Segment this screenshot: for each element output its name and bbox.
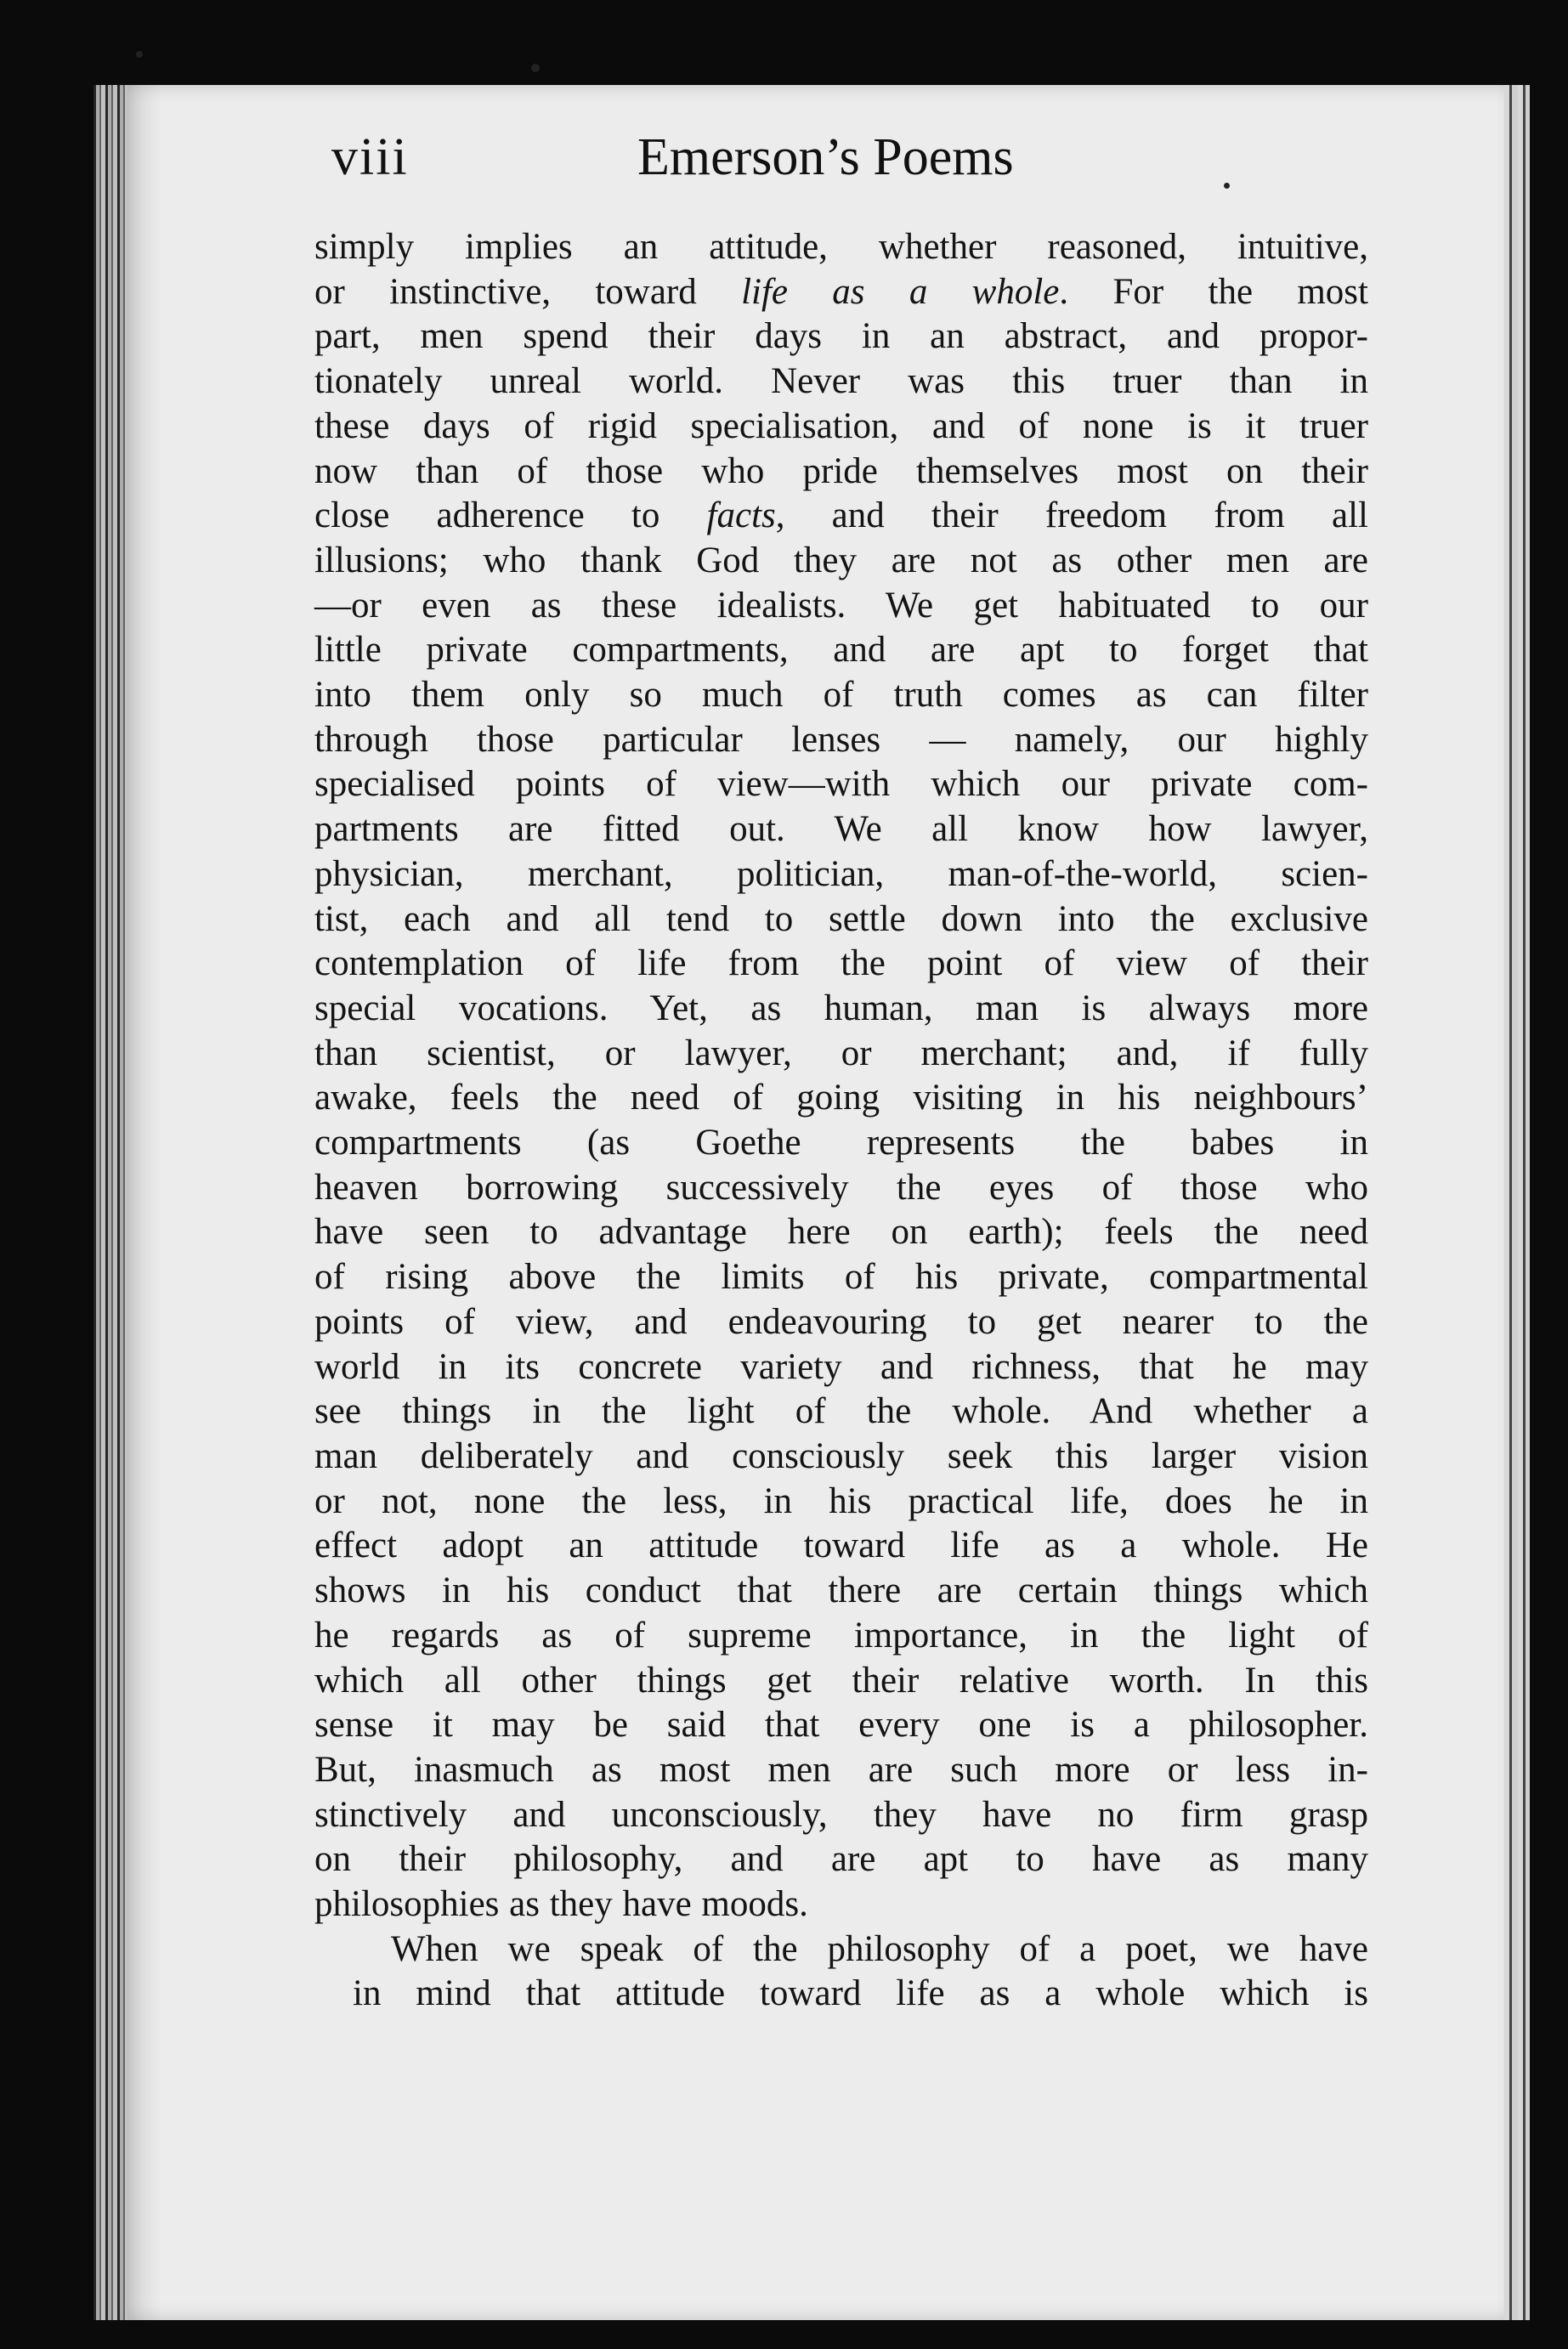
text-line: see things in the light of the whole. And whether a xyxy=(314,1391,1368,1432)
text-line: illusions; who thank God they are not as other men are xyxy=(314,540,1368,580)
text-line: partments are fitted out. We all know how lawyer, xyxy=(314,809,1368,850)
paragraph-1 xyxy=(314,225,1368,1927)
text-line: man deliberately and consciously seek this larger vision xyxy=(314,1435,1368,1476)
text-line: physician, merchant, politician, man-of-the-world, scien- xyxy=(314,853,1368,894)
text-line: through those particular lenses — namely, our highly xyxy=(314,719,1368,760)
text-line: philosophies as they have moods. xyxy=(314,1884,808,1925)
text-line: simply implies an attitude, whether reasoned, intuitive, xyxy=(314,227,1368,267)
text-line: little private compartments, and are apt to forget that xyxy=(314,630,1368,671)
text-line: which all other things get their relative worth. In this xyxy=(314,1660,1368,1701)
text-line: heaven borrowing successively the eyes of those who xyxy=(314,1167,1368,1208)
text-segment: . For the most xyxy=(1059,271,1368,312)
text-line: have seen to advantage here on earth); feels the need xyxy=(314,1212,1368,1253)
text-line: But, inasmuch as most men are such more or less in- xyxy=(314,1749,1368,1790)
text-line: —or even as these idealists. We get habituated to our xyxy=(314,585,1368,625)
text-line: special vocations. Yet, as human, man is always more xyxy=(314,988,1368,1028)
text-line: awake, feels the need of going visiting in his neighbours’ xyxy=(314,1078,1368,1118)
body-text xyxy=(314,225,1368,2017)
text-line: into them only so much of truth comes as can filter xyxy=(314,675,1368,716)
scan-speck xyxy=(531,64,540,72)
text-line: sense it may be said that every one is a philosopher. xyxy=(314,1705,1368,1746)
text-line xyxy=(314,270,1368,315)
italic-phrase: facts xyxy=(706,495,776,536)
page-header xyxy=(331,127,1419,212)
scan-speck xyxy=(136,51,143,58)
text-line: contemplation of life from the point of view of their xyxy=(314,943,1368,984)
page-number: viii xyxy=(331,128,409,186)
text-segment: close adherence to xyxy=(314,495,707,536)
text-line: tionately unreal world. Never was this truer than in xyxy=(314,361,1368,402)
text-line: effect adopt an attitude toward life as a whole. He xyxy=(314,1525,1368,1566)
text-line: When we speak of the philosophy of a poet, we have xyxy=(391,1928,1368,1969)
text-line: tist, each and all tend to settle down into the exclusive xyxy=(314,898,1368,939)
text-line: shows in his conduct that there are certain things which xyxy=(314,1571,1368,1611)
paragraph-2 xyxy=(314,1927,1368,2017)
text-line: he regards as of supreme importance, in the light of xyxy=(314,1615,1368,1656)
text-line: in mind that attitude toward life as a whole which is xyxy=(353,1973,1368,2014)
text-line: part, men spend their days in an abstract, and propor- xyxy=(314,316,1368,357)
text-line: now than of those who pride themselves most on their xyxy=(314,450,1368,491)
text-line: points of view, and endeavouring to get nearer to the xyxy=(314,1301,1368,1342)
text-line: these days of rigid specialisation, and of none is it truer xyxy=(314,405,1368,446)
text-line: world in its concrete variety and richness, that he may xyxy=(314,1346,1368,1387)
page-right-edge xyxy=(1504,85,1530,2320)
running-title: Emerson’s Poems xyxy=(637,128,1014,186)
text-line: or not, none the less, in his practical life, does he in xyxy=(314,1480,1368,1521)
text-segment: , and their freedom from all xyxy=(775,495,1368,536)
text-line: of rising above the limits of his private, compartmental xyxy=(314,1257,1368,1298)
text-line: compartments (as Goethe represents the babes in xyxy=(314,1123,1368,1163)
text-line: on their philosophy, and are apt to have as many xyxy=(314,1839,1368,1880)
text-line xyxy=(314,494,1368,539)
text-line: than scientist, or lawyer, or merchant; and, if fully xyxy=(314,1033,1368,1073)
text-line: specialised points of view—with which our private com- xyxy=(314,764,1368,805)
text-line: stinctively and unconsciously, they have no firm grasp xyxy=(314,1794,1368,1835)
text-segment: or instinctive, toward xyxy=(314,271,742,312)
italic-phrase: life as a whole xyxy=(741,271,1060,312)
